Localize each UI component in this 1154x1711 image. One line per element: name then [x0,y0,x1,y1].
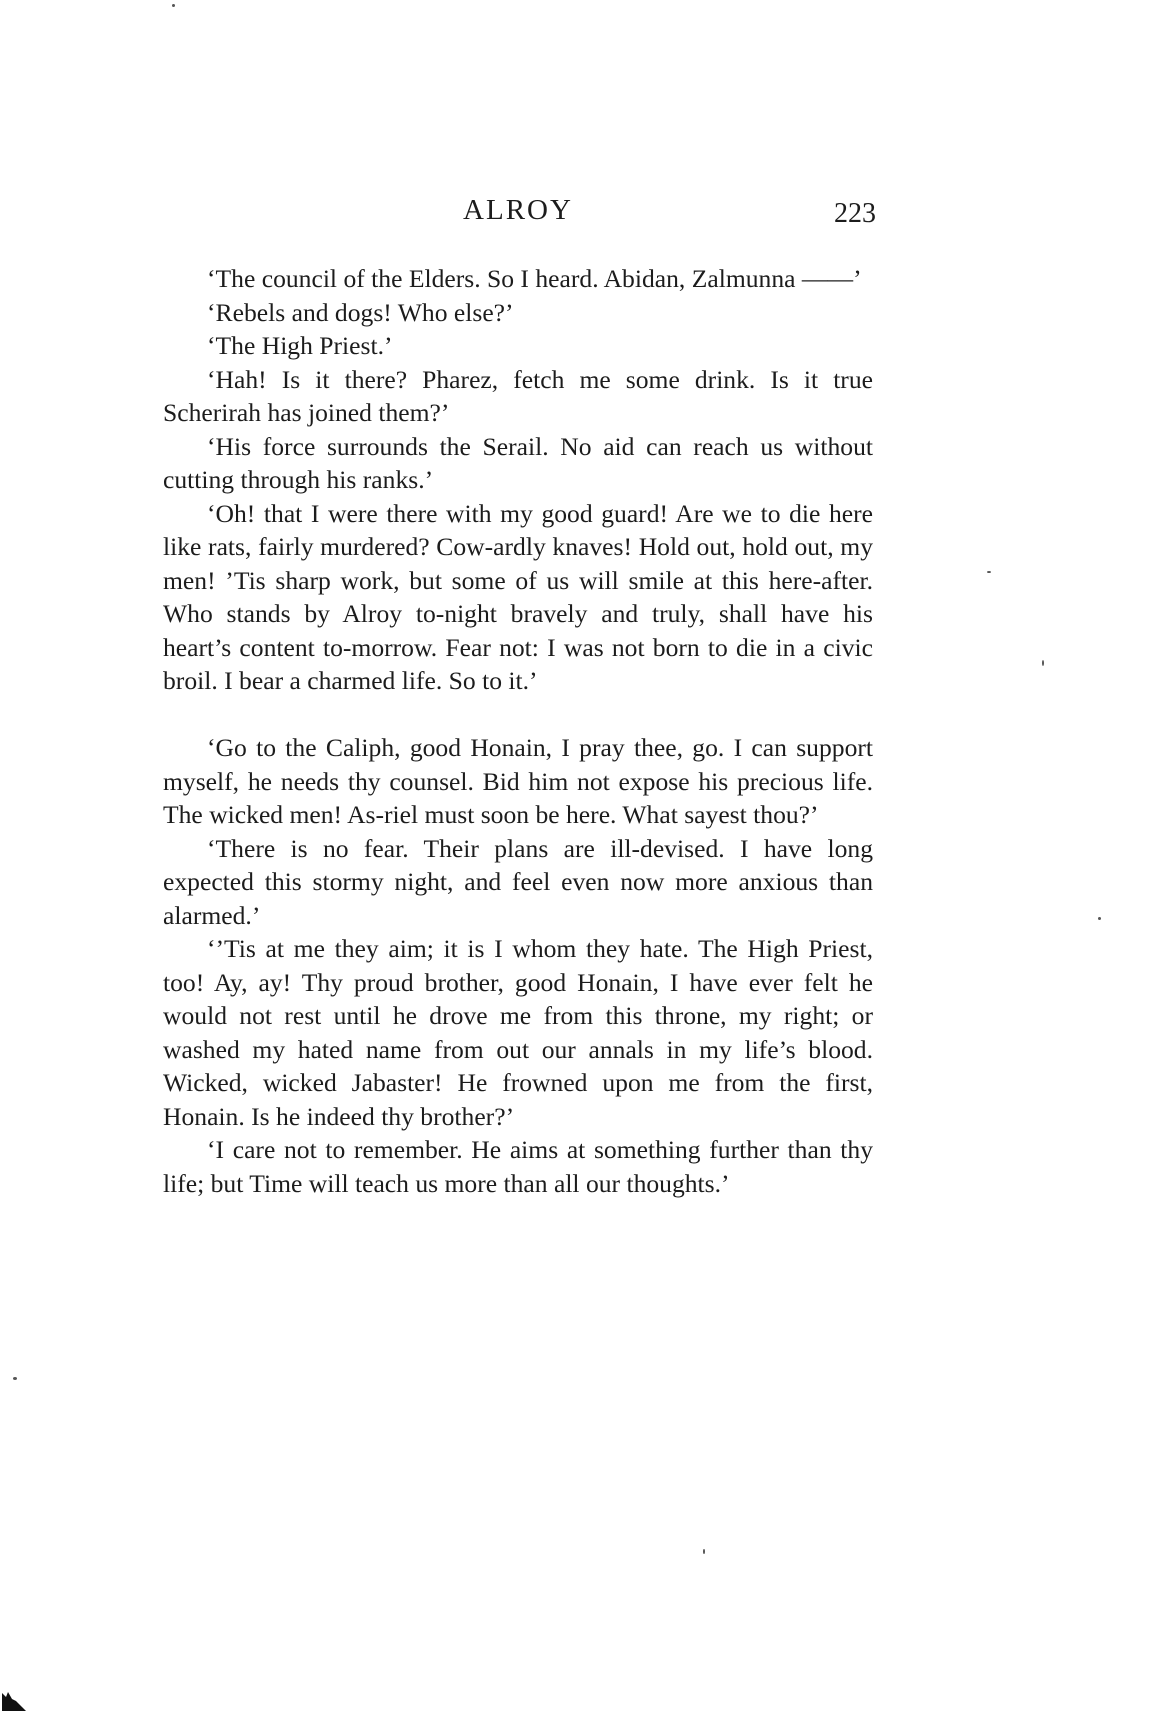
scan-speck [1098,917,1101,920]
scan-speck [987,571,991,573]
paragraph: ‘His force surrounds the Serail. No aid can reach us without cutting through his ranks.’ [163,431,873,494]
paragraph: ‘The council of the Elders. So I heard. Abidan, Zalmunna ——’ [207,264,862,293]
scan-speck [172,4,175,7]
scan-speck [1042,660,1044,666]
scan-speck [13,1377,17,1380]
paragraph: ‘Rebels and dogs! Who else?’ [207,297,514,327]
running-title: ALROY [463,194,573,226]
paragraph: ‘Go to the Caliph, good Honain, I pray thee, go. I can support myself, he needs thy counsel. Bid him not expose his precious life. The wicked men! As-riel must soon be here. What sayest thou?’ [163,733,873,829]
scan-corner-mark [0,1689,26,1711]
paragraph: ‘Hah! Is it there? Pharez, fetch me some drink. Is it true Scherirah has joined them?’ [163,364,873,427]
paragraph: ‘I care not to remember. He aims at something further than thy life; but Time will teach us more than all our thoughts.’ [163,1135,873,1198]
paragraph: ‘There is no fear. Their plans are ill-devised. I have long expected this stormy night, and feel even now more anxious than alarmed.’ [163,833,873,930]
paragraph: ‘Oh! that I were there with my good guard! Are we to die here like rats, fairly murdered? Cow-ardly knaves! Hold out, hold out, my men! ’Tis sharp work, but some of us will smile at this here-after. Who stands by Alroy to-night bravely and truly, shall have his heart’s content to-morrow. Fear not: I was not born to die in a civic broil. I bear a charmed life. So to it.’ [163,498,873,695]
paragraph: ‘The High Priest.’ [207,331,393,360]
body-text [163,262,873,1200]
scan-speck [703,1549,705,1554]
paragraph: ‘’Tis at me they aim; it is I whom they hate. The High Priest, too! Ay, ay! Thy proud brother, good Honain, I have ever felt he would not rest until he drove me from this throne, my right; or washed my hated name from out our annals in my life’s blood. Wicked, wicked Jabaster! He frowned upon me from the first, Honain. Is he indeed thy brother?’ [163,934,873,1131]
running-head [160,194,876,234]
page-number: 223 [834,198,876,229]
